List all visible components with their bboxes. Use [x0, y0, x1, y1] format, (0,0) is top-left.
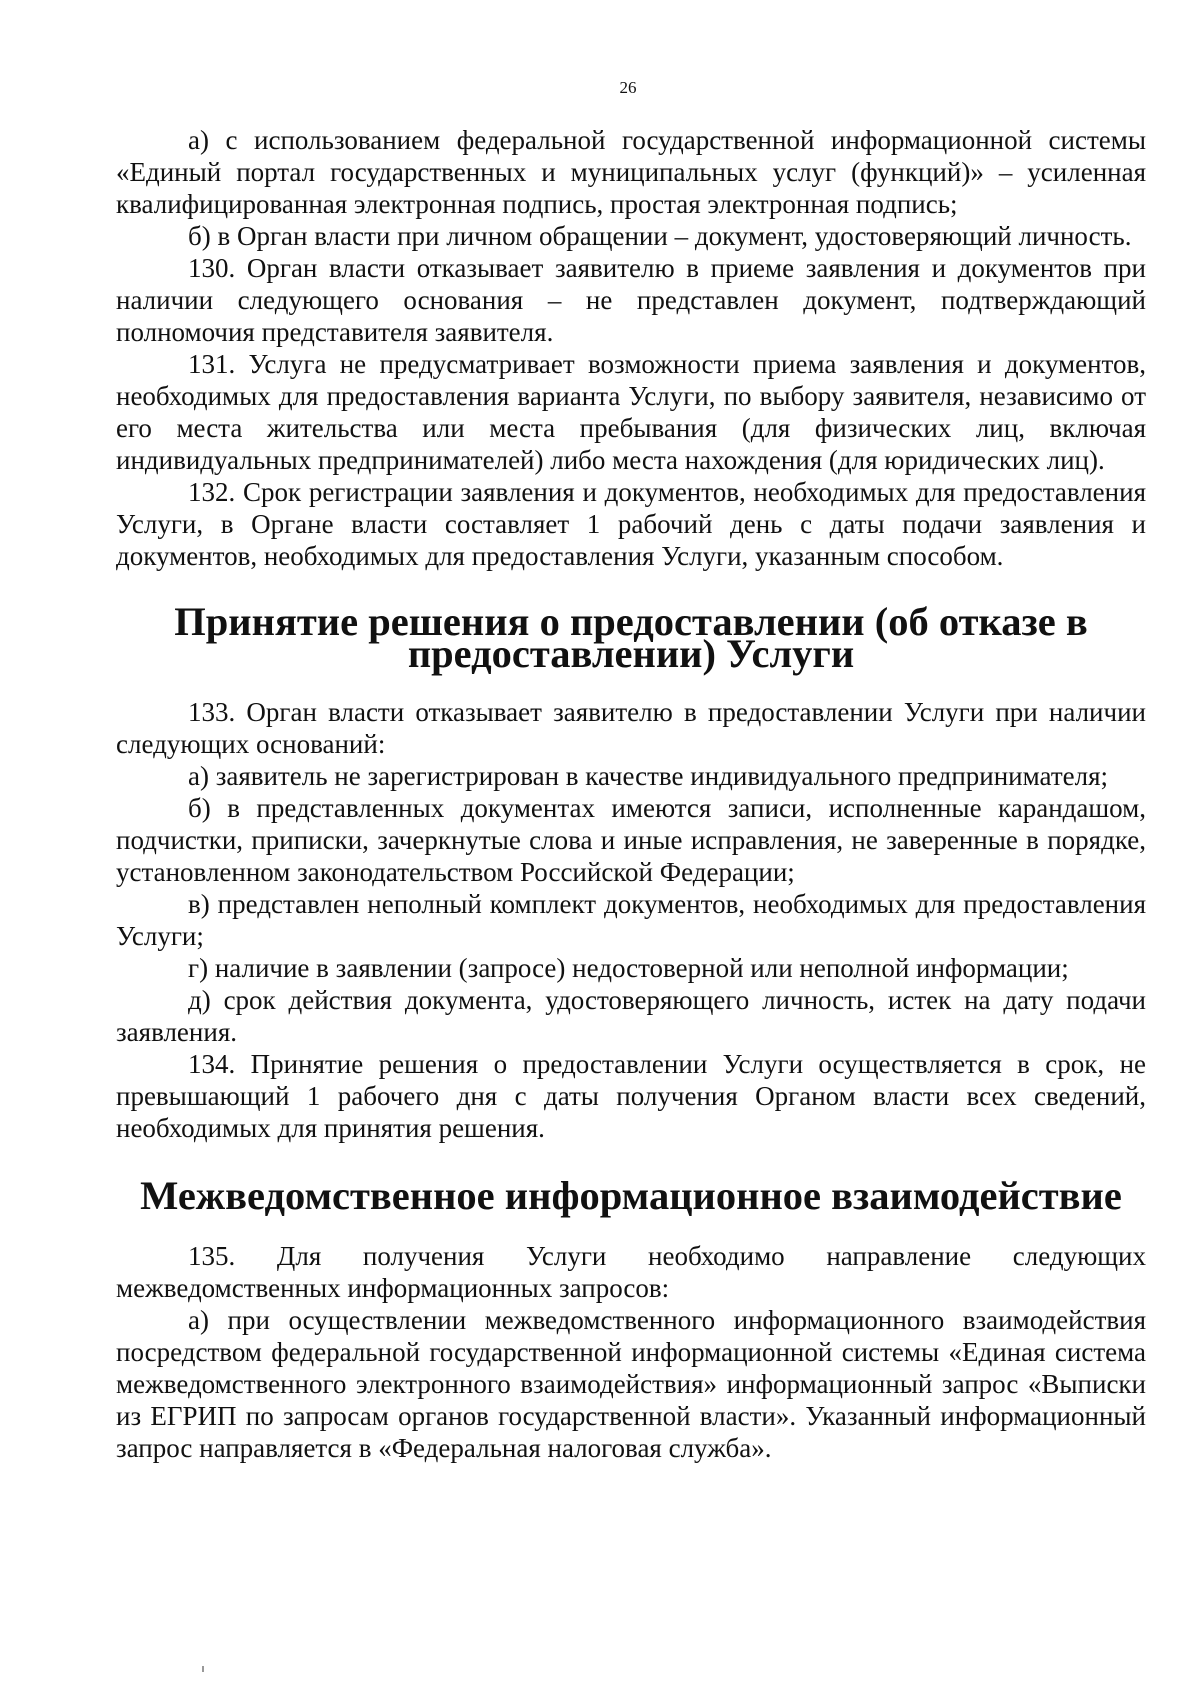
paragraph-131: 131. Услуга не предусматривает возможности приема заявления и документов, необходимых для предоставления варианта Услуги, по выбору заявителя, независимо от его места жительства или места пребывания (для физических лиц, включая индивидуальных предпринимателей) либо места нахождения (для юридических лиц). [116, 349, 1146, 475]
document-body [116, 124, 1146, 1464]
section-heading-decision: Принятие решения о предоставлении (об отказе в предоставлении) Услуги [174, 599, 1088, 676]
paragraph-130: 130. Орган власти отказывает заявителю в приеме заявления и документов при наличии следующего основания – не представлен документ, подтверждающий полномочия представителя заявителя. [116, 253, 1146, 347]
paragraph-133: 133. Орган власти отказывает заявителю в предоставлении Услуги при наличии следующих оснований: [116, 697, 1146, 759]
page-number: 26 [619, 78, 637, 97]
paragraph-133g: г) наличие в заявлении (запросе) недостоверной или неполной информации; [188, 953, 1069, 983]
section-heading-interagency: Межведомственное информационное взаимодействие [140, 1173, 1122, 1218]
paragraph-133d: д) срок действия документа, удостоверяющего личность, истек на дату подачи заявления. [116, 985, 1146, 1047]
paragraph-129b: б) в Орган власти при личном обращении – документ, удостоверяющий личность. [188, 221, 1132, 251]
paragraph-135: 135. Для получения Услуги необходимо направление следующих межведомственных информационных запросов: [116, 1241, 1146, 1303]
paragraph-135a: а) при осуществлении межведомственного информационного взаимодействия посредством федеральной государственной информационной системы «Единая система межведомственного электронного взаимодействия» информационный запрос «Выписки из ЕГРИП по запросам органов государственной власти». Указанный информационный запрос направляется в «Федеральная налоговая служба». [116, 1305, 1146, 1463]
paragraph-132: 132. Срок регистрации заявления и документов, необходимых для предоставления Услуги, в Органе власти составляет 1 рабочий день с даты подачи заявления и документов, необходимых для предоставления Услуги, указанным способом. [116, 477, 1146, 571]
paragraph-134: 134. Принятие решения о предоставлении Услуги осуществляется в срок, не превышающий 1 рабочего дня с даты получения Органом власти всех сведений, необходимых для принятия решения. [116, 1049, 1146, 1143]
paragraph-129a: а) с использованием федеральной государственной информационной системы «Единый портал государственных и муниципальных услуг (функций)» – усиленная квалифицированная электронная подпись, простая электронная подпись; [116, 125, 1146, 219]
paragraph-133v: в) представлен неполный комплект документов, необходимых для предоставления Услуги; [116, 889, 1146, 951]
paragraph-133a: а) заявитель не зарегистрирован в качестве индивидуального предпринимателя; [188, 761, 1108, 791]
scan-artifact [202, 1666, 204, 1672]
paragraph-133b: б) в представленных документах имеются записи, исполненные карандашом, подчистки, приписки, зачеркнутые слова и иные исправления, не заверенные в порядке, установленном законодательством Российской Федерации; [116, 793, 1146, 887]
